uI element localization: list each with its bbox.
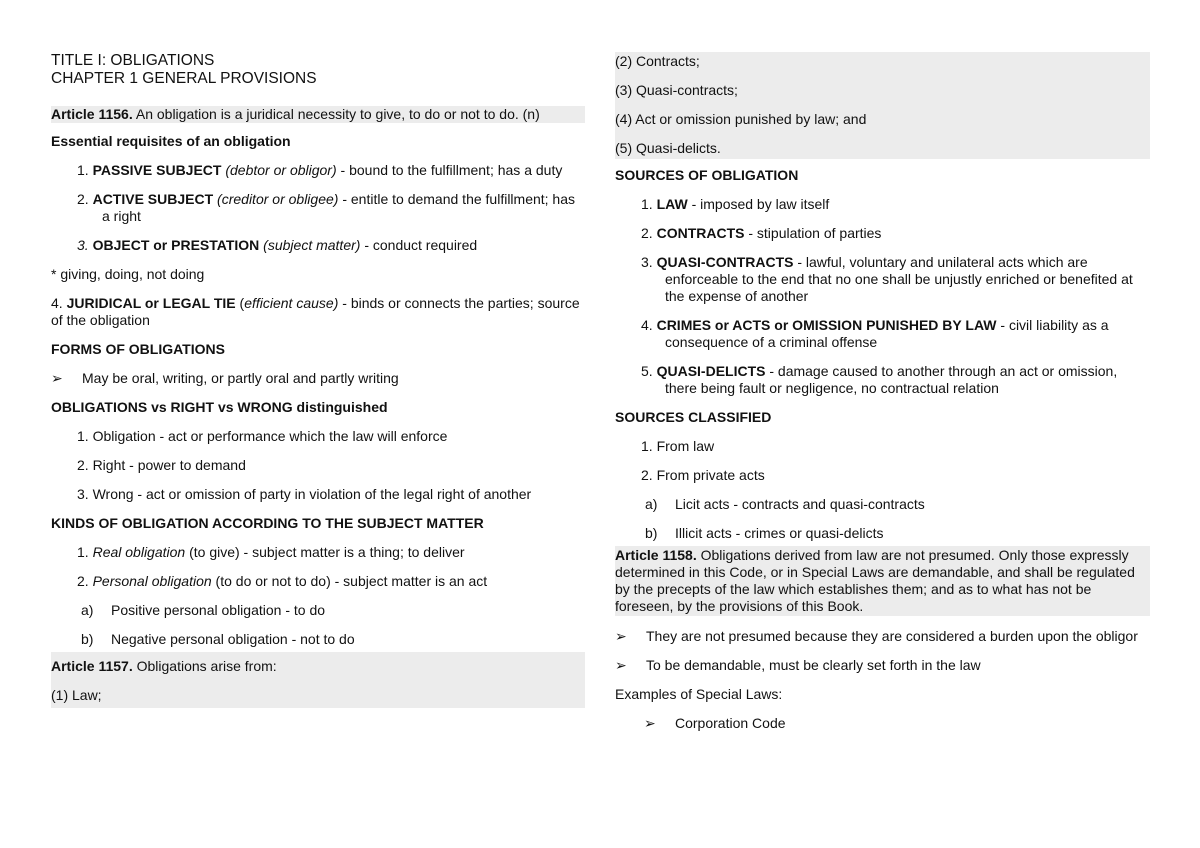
article-1158-label: Article 1158. [615,547,697,563]
source-term: CONTRACTS [656,225,745,241]
requisite-juridical-tie [51,295,585,329]
list-number: 4. [641,317,657,333]
source-desc: - damage caused to another through an act or omission, there being fault or negligence, no contractual relation [665,363,1118,396]
source-term: CRIMES or ACTS or OMISSION PUNISHED BY LAW [656,317,997,333]
left-column [51,52,585,708]
article-1157-text: Obligations arise from: [132,658,277,674]
classified-illicit-acts [615,525,1150,542]
list-text: Illicit acts - crimes or quasi-delicts [675,525,884,541]
source-item-quasi-contracts [615,254,1150,305]
sources-heading: SOURCES OF OBLIGATION [615,167,799,183]
list-number: 2. [77,191,93,207]
list-number: 1. [77,544,93,560]
source-act-omission: (4) Act or omission punished by law; and [615,111,867,127]
list-marker: b) [645,525,658,541]
classified-from-law: 1. From law [641,438,715,454]
kind-real-obligation [51,544,585,561]
requisite-desc: - entitle to demand the fulfillment; has a right [102,191,576,224]
kind-term: Personal obligation [92,573,212,589]
arrow-bullet-icon: ➢ [615,657,627,673]
forms-bullet [51,370,585,387]
title-obligations: TITLE I: OBLIGATIONS [51,52,215,69]
source-quasi-contracts: (3) Quasi-contracts; [615,82,738,98]
bullet-not-presumed [615,628,1150,645]
source-item-quasi-delicts [615,363,1150,397]
list-number: 2. [77,573,93,589]
arrow-bullet-icon: ➢ [644,715,656,731]
requisite-alt: (subject matter) [259,237,361,253]
kind-desc: (to give) - subject matter is a thing; to deliver [185,544,465,560]
article-1156 [51,106,585,123]
kind-desc: (to do or not to do) - subject matter is an act [211,573,488,589]
list-text: Negative personal obligation - not to do [111,631,355,647]
requisite-desc: - binds or connects the parties; source of the obligation [51,295,580,328]
article-1158-text: Obligations derived from law are not presumed. Only those expressly determined in this Code, or in Special Laws are demandable, and shall be regulated by the precepts of the law which establishes them; and as to what has not be foreseen, by the provisions of this Book. [615,547,1135,614]
article-1157-intro [51,658,585,675]
requisite-object [51,237,585,254]
sources-classified-heading: SOURCES CLASSIFIED [615,409,772,425]
article-1156-text: An obligation is a juridical necessity to give, to do or not to do. (n) [132,106,540,122]
essential-requisites-heading: Essential requisites of an obligation [51,133,291,149]
kind-term: Real obligation [92,544,186,560]
requisite-alt: efficient cause) [244,295,339,311]
source-quasi-delicts: (5) Quasi-delicts. [615,140,721,156]
requisite-desc: - bound to the fulfillment; has a duty [336,162,563,178]
bullet-text: Corporation Code [675,715,786,731]
bullet-text: They are not presumed because they are considered a burden upon the obligor [646,628,1138,644]
right-column [615,52,1150,732]
article-1157 [51,652,585,708]
requisite-passive-subject [51,162,585,179]
arrow-bullet-icon: ➢ [51,370,63,386]
requisite-term: PASSIVE SUBJECT [92,162,222,178]
list-text: Positive personal obligation - to do [111,602,326,618]
list-marker: a) [81,602,94,618]
requisite-term: JURIDICAL or LEGAL TIE [66,295,236,311]
bullet-text: May be oral, writing, or partly oral and partly writing [82,370,399,386]
distinguished-item-wrong: 3. Wrong - act or omission of party in violation of the legal right of another [77,486,532,502]
arrow-bullet-icon: ➢ [615,628,627,644]
source-item-law [615,196,1150,213]
article-1157-label: Article 1157. [51,658,133,674]
distinguished-heading: OBLIGATIONS vs RIGHT vs WRONG distinguished [51,399,388,415]
note-giving-doing: * giving, doing, not doing [51,266,205,282]
requisite-alt: (creditor or obligee) [213,191,339,207]
article-1157-continued [615,52,1150,159]
list-number: 1. [77,162,93,178]
article-1156-label: Article 1156. [51,106,133,122]
requisite-alt: (debtor or obligor) [221,162,337,178]
list-number: 3. [641,254,657,270]
kind-positive-personal [51,602,585,619]
list-number: 1. [641,196,657,212]
requisite-term: ACTIVE SUBJECT [92,191,214,207]
list-text: Licit acts - contracts and quasi-contracts [675,496,925,512]
kind-personal-obligation [51,573,585,590]
list-marker: a) [645,496,658,512]
source-desc: - civil liability as a consequence of a criminal offense [665,317,1109,350]
distinguished-item-obligation: 1. Obligation - act or performance which the law will enforce [77,428,448,444]
classified-private-acts: 2. From private acts [641,467,765,483]
source-law: (1) Law; [51,687,102,703]
distinguished-item-right: 2. Right - power to demand [77,457,246,473]
bullet-text: To be demandable, must be clearly set forth in the law [646,657,981,673]
source-contracts: (2) Contracts; [615,53,700,69]
list-number: 5. [641,363,657,379]
kind-negative-personal [51,631,585,648]
list-number: 4. [51,295,67,311]
examples-special-laws: Examples of Special Laws: [615,686,783,702]
list-number: 2. [641,225,657,241]
article-1158 [615,546,1150,616]
chapter-title: CHAPTER 1 GENERAL PROVISIONS [51,70,317,87]
source-desc: - stipulation of parties [744,225,882,241]
list-number: 3. [77,237,93,253]
source-term: LAW [656,196,688,212]
bullet-demandable [615,657,1150,674]
source-desc: - imposed by law itself [687,196,830,212]
paren: ( [235,295,245,311]
requisite-active-subject [51,191,585,225]
requisite-term: OBJECT or PRESTATION [92,237,260,253]
source-term: QUASI-DELICTS [656,363,766,379]
forms-heading: FORMS OF OBLIGATIONS [51,341,225,357]
example-corporation-code [615,715,1150,732]
source-desc: - lawful, voluntary and unilateral acts which are enforceable to the end that no one shall be unjustly enriched or benefited at the expense of another [665,254,1133,304]
source-item-contracts [615,225,1150,242]
requisite-desc: - conduct required [360,237,478,253]
list-marker: b) [81,631,94,647]
classified-licit-acts [615,496,1150,513]
source-item-crimes [615,317,1150,351]
source-term: QUASI-CONTRACTS [656,254,794,270]
kinds-heading: KINDS OF OBLIGATION ACCORDING TO THE SUBJECT MATTER [51,515,484,531]
